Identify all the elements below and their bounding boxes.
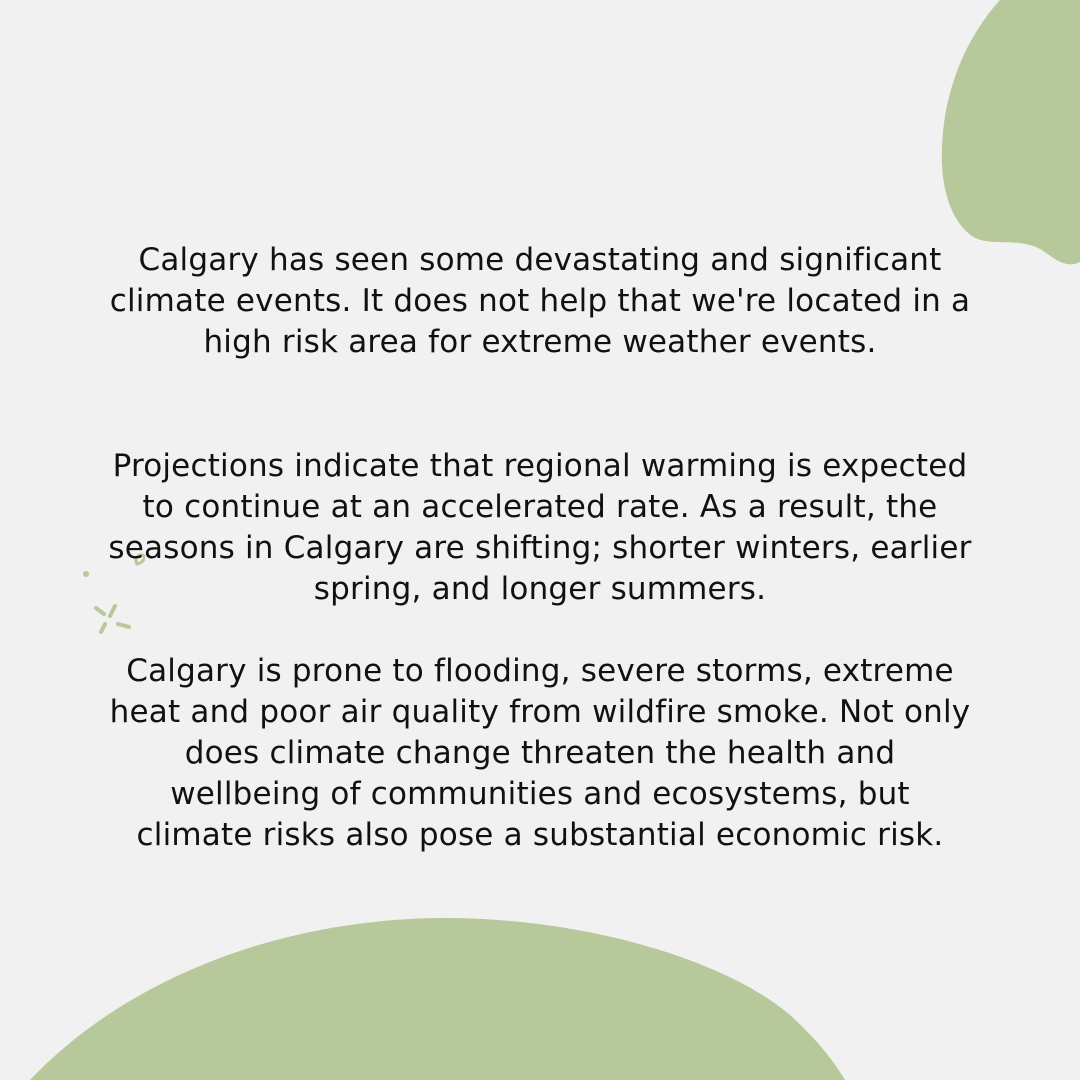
paragraph-climate-risks: Calgary is prone to flooding, severe storms, extreme heat and poor air quality from wildfire smoke. Not only does climate change threaten the health and wellbeing of communities and ecosystems, but climate risks also pose a substantial economic risk. — [109, 653, 971, 853]
bottom-green-mound — [0, 915, 1080, 1080]
top-right-green-blob — [930, 0, 1080, 270]
paragraph-warming-projections: Projections indicate that regional warming is expected to continue at an accelerated rate. As a result, the seasons in Calgary are shifting; shorter winters, earlier spring, and longer summers. — [108, 448, 972, 607]
paragraph-climate-events: Calgary has seen some devastating and significant climate events. It does not help that we're located in a high risk area for extreme weather events. — [109, 242, 971, 360]
